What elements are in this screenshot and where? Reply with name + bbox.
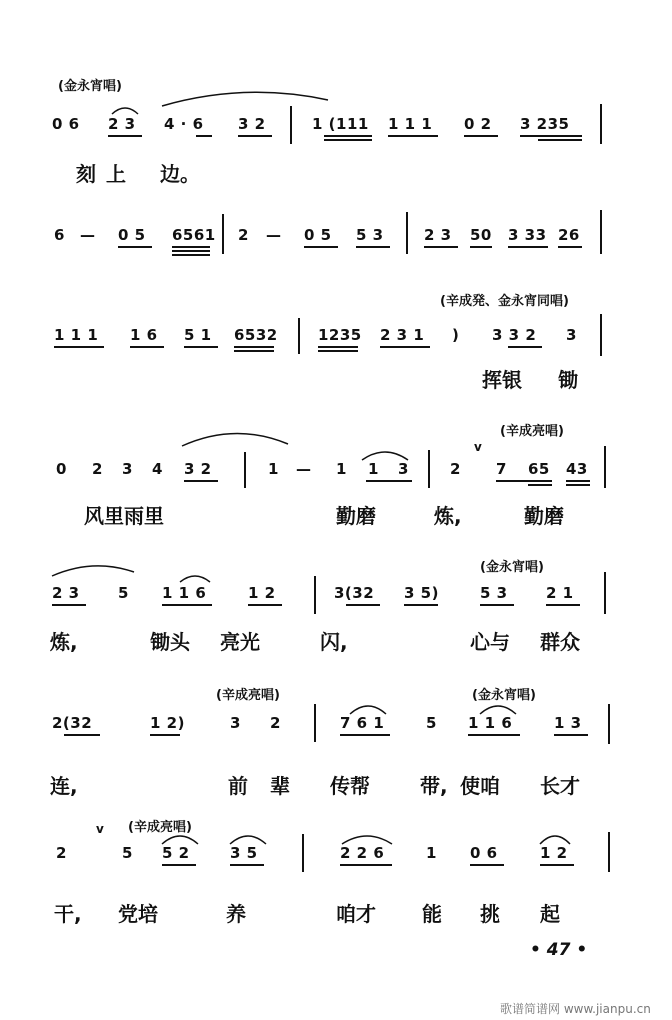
lyric: 炼, [434,504,462,528]
note-group: 1 2 [248,584,276,602]
note-group: 1 2) [150,714,185,732]
note-group: 5 3 [480,584,508,602]
lyric: 上 [106,162,126,186]
underline-beam [470,864,504,866]
bar-line [600,314,602,356]
note-group: 3 [566,326,577,344]
note-group: 7 6 1 [340,714,385,732]
lyric: 养 [226,902,246,926]
note-group: 3 2 [238,115,266,133]
underline-beam [234,350,274,352]
note-group: 2 [238,226,249,244]
underline-beam [304,246,338,248]
underline-beam [230,864,264,866]
tie-mark [178,572,212,584]
underline-beam [248,604,282,606]
lyric: 心与 [470,630,510,654]
note-group: 0 2 [464,115,492,133]
lyric: 炼, [50,630,78,654]
lyric: 起 [540,902,560,926]
note-group: 5 [118,584,129,602]
underline-beam [318,350,358,352]
underline-beam [468,734,520,736]
singer-label: (金永宵唱) [472,688,536,703]
breath-mark: v [96,822,104,836]
note-group: 3 2 [184,460,212,478]
note-group: 0 6 [52,115,80,133]
bar-line [600,104,602,144]
note-group: 3 [230,714,241,732]
singer-label: (金永宵唱) [480,560,544,575]
note-group: 65 [528,460,550,478]
note-group: 2 3 [52,584,80,602]
lyric: 使咱 [460,774,500,798]
underline-beam [52,604,86,606]
note-group: 1 [268,460,279,478]
lyric: 锄头 [150,630,190,654]
note-group: 1 1 1 [54,326,99,344]
slur-mark [50,562,136,578]
bar-line [314,576,316,614]
note-group: 50 [470,226,492,244]
lyric: 前 [228,774,248,798]
dash: — [80,226,96,244]
underline-beam [538,139,582,141]
lyric: 咱才 [336,902,376,926]
bar-line [406,212,408,254]
dash: — [266,226,282,244]
underline-beam [324,135,372,137]
lyric: 刻 [76,162,96,186]
slur-mark [180,428,290,448]
bar-line [290,106,292,144]
note-group: 3 33 [508,226,547,244]
note-group: 43 [566,460,588,478]
note-group: 4 · 6 [164,115,204,133]
note-group: 2 1 [546,584,574,602]
bar-line [604,572,606,614]
underline-beam [540,864,574,866]
bar-line [222,214,224,254]
lyric: 辈 [270,774,290,798]
note-group: 1 (111 [312,115,369,133]
lyric: 带, [420,774,448,798]
note-group: 3(32 [334,584,375,602]
note-group: 1 3 [554,714,582,732]
note-group: 4 [152,460,163,478]
underline-beam [464,135,498,137]
underline-beam [238,135,272,137]
lyric: 党培 [118,902,158,926]
note-group: 26 [558,226,580,244]
underline-beam [424,246,458,248]
underline-beam [172,246,210,248]
note-group: 2 [56,844,67,862]
bar-line [600,210,602,254]
lyric: 挑 [480,902,500,926]
underline-beam [184,480,218,482]
underline-beam [150,734,180,736]
note-group: 1 [426,844,437,862]
note-group: 2 [270,714,281,732]
lyric: 挥银 [482,368,522,392]
lyric: 风里雨里 [84,504,164,528]
underline-beam [162,604,212,606]
lyric: 群众 [540,630,580,654]
underline-beam [356,246,390,248]
note-group: 2 3 [108,115,136,133]
note-group: 2 [92,460,103,478]
note-group: 5 [122,844,133,862]
singer-label: (金永宵唱) [58,79,122,94]
note-group: 5 2 [162,844,190,862]
note-group: 1 1 6 [468,714,513,732]
lyric: 勤磨 [336,504,376,528]
note-group: 1 1 6 [162,584,207,602]
bar-line [298,318,300,354]
note-group: 3 [122,460,133,478]
underline-beam [470,246,492,248]
note-group: 0 [56,460,67,478]
note-group: 3 5 [230,844,258,862]
lyric: 传帮 [330,774,370,798]
note-group: 0 6 [470,844,498,862]
underline-beam [380,346,430,348]
lyric: 闪, [320,630,348,654]
note-group: 6532 [234,326,278,344]
underline-beam [108,135,142,137]
lyric: 边。 [160,162,200,186]
underline-beam [318,346,358,348]
underline-beam [388,135,438,137]
underline-beam [172,250,210,252]
underline-beam [172,254,210,256]
underline-beam [118,246,152,248]
bar-line [302,834,304,872]
lyric: 勤磨 [524,504,564,528]
underline-beam [234,346,274,348]
lyric: 连, [50,774,78,798]
note-group: ) [452,326,460,344]
note-group: 2(32 [52,714,93,732]
note-group: 6 [54,226,65,244]
note-group: 2 [450,460,461,478]
underline-beam [162,864,196,866]
note-group: 1 [336,460,347,478]
note-group: 0 5 [118,226,146,244]
singer-label: (辛成亮唱) [216,688,280,703]
underline-beam [508,346,542,348]
underline-beam [508,246,548,248]
underline-beam [340,864,392,866]
bar-line [314,704,316,742]
note-group: 1 [368,460,379,478]
underline-beam [54,346,104,348]
note-group: 1 2 [540,844,568,862]
note-group: 5 3 [356,226,384,244]
underline-beam [64,734,100,736]
underline-beam [558,246,582,248]
singer-label: (辛成亮唱) [500,424,564,439]
underline-beam [404,604,438,606]
dash: — [296,460,312,478]
bar-line [608,832,610,872]
underline-beam [546,604,580,606]
underline-beam [566,480,590,482]
note-group: 2 2 6 [340,844,385,862]
note-group: 6561 [172,226,216,244]
slur-mark [160,88,330,108]
note-group: 7 [496,460,507,478]
singer-label: (辛成発、金永宵同唱) [440,294,569,309]
lyric: 亮光 [220,630,260,654]
underline-beam [324,139,372,141]
underline-beam [528,484,552,486]
page-number: • 47 • [530,940,588,960]
note-group: 3 235 [520,115,570,133]
underline-beam [346,604,380,606]
underline-beam [554,734,588,736]
underline-beam [496,480,552,482]
note-group: 0 5 [304,226,332,244]
lyric: 锄 [558,368,578,392]
watermark: 歌谱简谱网 www.jianpu.cn [500,1002,651,1016]
underline-beam [566,484,590,486]
underline-beam [196,135,212,137]
note-group: 3 [398,460,409,478]
bar-line [604,446,606,488]
lyric: 能 [422,902,442,926]
note-group: 1 1 1 [388,115,433,133]
underline-beam [480,604,514,606]
bar-line [608,704,610,744]
note-group: 3 5) [404,584,439,602]
note-group: 5 [426,714,437,732]
underline-beam [340,734,390,736]
bar-line [428,450,430,488]
note-group: 5 1 [184,326,212,344]
breath-mark: v [474,440,482,454]
singer-label: (辛成亮唱) [128,820,192,835]
underline-beam [520,135,582,137]
underline-beam [366,480,412,482]
note-group: 3 3 2 [492,326,537,344]
note-group: 1 6 [130,326,158,344]
note-group: 1235 [318,326,362,344]
underline-beam [130,346,164,348]
note-group: 2 3 1 [380,326,425,344]
bar-line [244,452,246,488]
note-group: 2 3 [424,226,452,244]
lyric: 干, [54,902,82,926]
underline-beam [184,346,218,348]
lyric: 长才 [540,774,580,798]
